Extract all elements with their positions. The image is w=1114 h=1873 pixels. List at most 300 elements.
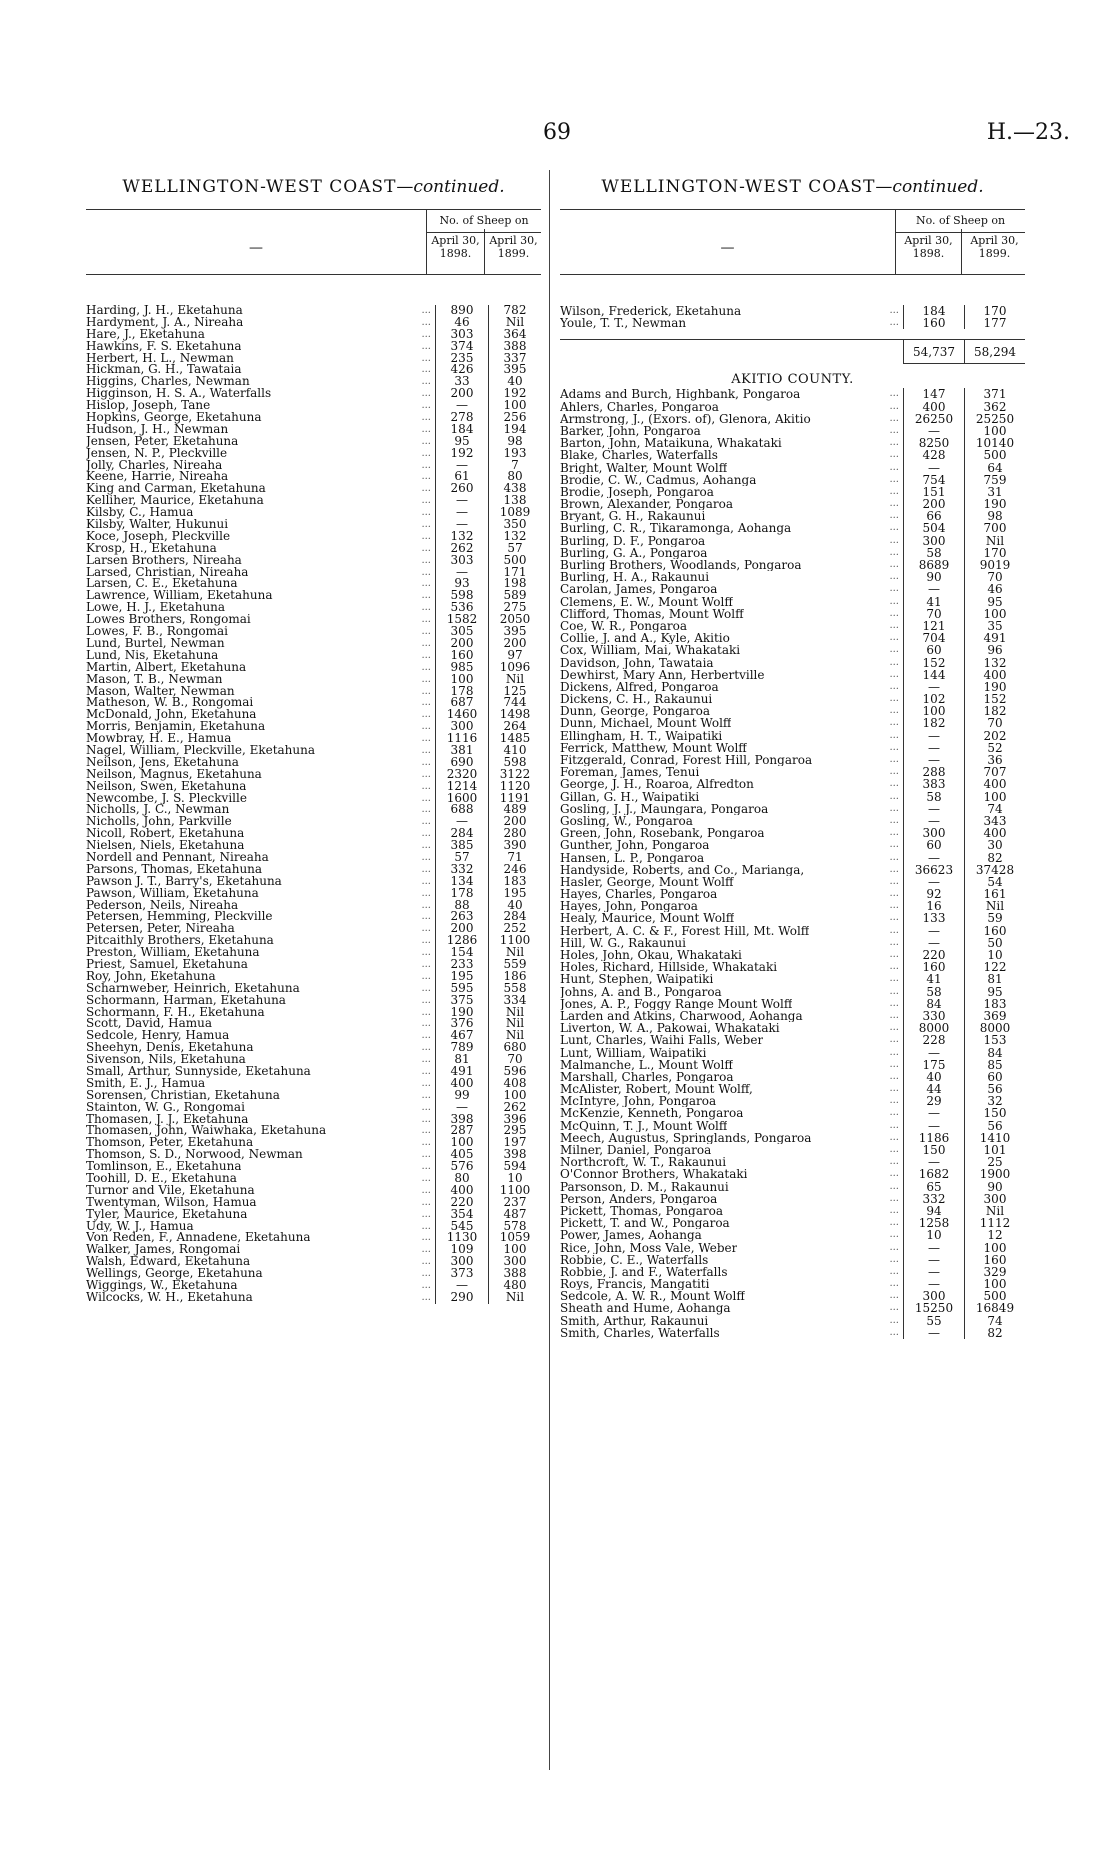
sheep-1898: 41 <box>903 973 964 985</box>
sheep-1899: 190 <box>964 498 1025 510</box>
owner-name: Jensen, Peter, Eketahuna <box>86 435 239 448</box>
owner-name: Thomson, Peter, Eketahuna <box>86 1137 254 1150</box>
sheep-1899: 300 <box>964 1193 1025 1205</box>
sheep-1899: 70 <box>964 571 1025 583</box>
sheep-1898: 1460 <box>435 709 488 721</box>
leader-dots: ... <box>421 994 431 1006</box>
page-number: 69 <box>543 120 571 145</box>
owner-name: Rice, John, Moss Vale, Weber <box>560 1241 738 1254</box>
sheep-1899: 150 <box>964 1107 1025 1119</box>
sheep-1898: 595 <box>435 983 488 995</box>
sheep-1899: 161 <box>964 888 1025 900</box>
sheep-1898: — <box>903 815 964 827</box>
table-row <box>560 632 1025 644</box>
sheep-1899: 578 <box>488 1221 541 1233</box>
sheep-1899: 343 <box>964 815 1025 827</box>
sheep-1898: 134 <box>435 876 488 888</box>
sheep-1898: 428 <box>903 449 964 461</box>
owner-name: Hislop, Joseph, Tane <box>86 400 211 413</box>
sheep-1898: 545 <box>435 1221 488 1233</box>
owner-name: Northcroft, W. T., Rakaunui <box>560 1156 727 1169</box>
sheep-1898: 278 <box>435 412 488 424</box>
sheep-1899: 489 <box>488 804 541 816</box>
sheep-1898: 598 <box>435 590 488 602</box>
leader-dots: ... <box>889 424 899 436</box>
table-row <box>560 852 1025 864</box>
leader-dots: ... <box>421 733 431 745</box>
leader-dots: ... <box>421 1066 431 1077</box>
owner-name: Hudson, J. H., Newman <box>86 423 229 436</box>
leader-dots: ... <box>421 328 431 340</box>
table-row <box>560 522 1025 534</box>
owner-name: Martin, Albert, Eketahuna <box>86 661 247 674</box>
left-rows <box>86 305 541 1304</box>
owner-name: Lund, Nis, Eketahuna <box>86 649 219 662</box>
sheep-1899: 171 <box>488 567 541 579</box>
sheep-1899: 438 <box>488 483 541 495</box>
owner-name: Hayes, Charles, Pongaroa <box>560 888 718 901</box>
sheep-1899: 398 <box>488 1149 541 1161</box>
table-row <box>560 425 1025 437</box>
table-row <box>560 535 1025 547</box>
sheep-1899: 60 <box>964 1071 1025 1083</box>
sheep-1898: 109 <box>435 1244 488 1256</box>
sheep-1898: 8689 <box>903 559 964 571</box>
right-header-group <box>895 210 1025 274</box>
sheep-1899: 74 <box>964 1315 1025 1327</box>
owner-name: Priest, Samuel, Eketahuna <box>86 958 248 971</box>
owner-name: Person, Anders, Pongaroa <box>560 1192 718 1205</box>
owner-name: Brodie, Joseph, Pongaroa <box>560 485 714 499</box>
sheep-1898: 985 <box>435 662 488 674</box>
leader-dots: ... <box>889 388 899 400</box>
sheep-1898: 100 <box>435 674 488 686</box>
owner-name: Scharnweber, Heinrich, Eketahuna <box>86 982 300 995</box>
right-header-dash: — <box>720 240 735 256</box>
table-row <box>560 559 1025 571</box>
table-row <box>560 1229 1025 1241</box>
table-row <box>560 644 1025 656</box>
sheep-1898: 200 <box>435 388 488 400</box>
leader-dots: ... <box>889 1314 899 1326</box>
sheep-1899: 100 <box>964 425 1025 437</box>
sheep-1899: 101 <box>964 1144 1025 1156</box>
owner-name: Dunn, George, Pongaroa <box>560 705 710 718</box>
owner-name: Gosling, J. J., Maungara, Pongaroa <box>560 802 769 815</box>
sheep-1899: 280 <box>488 828 541 840</box>
leader-dots: ... <box>889 949 899 960</box>
sheep-1898: 144 <box>903 669 964 681</box>
sheep-1899: 125 <box>488 686 541 698</box>
sheep-1898: 374 <box>435 341 488 353</box>
table-row <box>560 608 1025 620</box>
leader-dots: ... <box>889 1107 899 1119</box>
owner-name: Larsen, C. E., Eketahuna <box>86 578 238 591</box>
table-row <box>560 620 1025 632</box>
sheep-1898: 287 <box>435 1125 488 1137</box>
leader-dots: ... <box>889 522 899 534</box>
owner-name: Lowes, F. B., Rongomai <box>86 626 228 638</box>
sheep-1898: 400 <box>435 1185 488 1197</box>
sheep-1899: Nil <box>964 1205 1025 1217</box>
sheep-1899: 195 <box>488 888 541 900</box>
sheep-1899: 1112 <box>964 1217 1025 1229</box>
owner-name: Dunn, Michael, Mount Wolff <box>560 717 732 730</box>
table-row <box>560 1205 1025 1217</box>
sheep-1899: 25 <box>964 1156 1025 1168</box>
owner-name: Marshall, Charles, Pongaroa <box>560 1070 734 1084</box>
right-column <box>560 177 1025 1339</box>
owner-name: Adams and Burch, Highbank, Pongaroa <box>560 388 801 401</box>
sheep-1898: 381 <box>435 745 488 757</box>
sheep-1898: 263 <box>435 911 488 923</box>
sheep-1899: 100 <box>964 791 1025 803</box>
sheep-1899: 170 <box>964 547 1025 559</box>
right-column-header <box>560 209 1025 275</box>
sheep-1899: 138 <box>488 495 541 507</box>
sheep-1898: — <box>903 925 964 937</box>
table-row <box>560 401 1025 413</box>
leader-dots: ... <box>421 1232 431 1244</box>
owner-name: Schormann, Harman, Eketahuna <box>86 994 286 1007</box>
sheep-1899: 334 <box>488 995 541 1007</box>
table-row <box>560 986 1025 998</box>
owner-name: Collie, J. and A., Kyle, Akitio <box>560 632 730 645</box>
leader-dots: ... <box>421 412 431 424</box>
sheep-1899: 3122 <box>488 769 541 781</box>
sheep-1899: 100 <box>488 400 541 412</box>
table-row <box>560 705 1025 717</box>
table-row <box>560 900 1025 912</box>
owner-name: Neilson, Swen, Eketahuna <box>86 780 247 793</box>
table-row <box>560 742 1025 754</box>
sheep-1898: 190 <box>435 1007 488 1019</box>
table-row <box>560 754 1025 766</box>
sheep-1899: 202 <box>964 730 1025 742</box>
owner-name: Stainton, W. G., Rongomai <box>86 1101 245 1114</box>
sheep-1898: — <box>435 495 488 507</box>
table-row <box>560 1315 1025 1327</box>
sheep-1898: 303 <box>435 555 488 567</box>
sheep-1899: 1059 <box>488 1232 541 1244</box>
table-row <box>560 1071 1025 1083</box>
table-row <box>86 457 541 472</box>
leader-dots: ... <box>889 1180 899 1192</box>
owner-name: Hasler, George, Mount Wolff <box>560 875 734 889</box>
sheep-1898: 184 <box>435 424 488 436</box>
owner-name: O'Connor Brothers, Whakataki <box>560 1168 748 1181</box>
sheep-1898: 88 <box>435 900 488 912</box>
sheep-1898: 383 <box>903 778 964 790</box>
leader-dots: ... <box>421 1220 431 1232</box>
leader-dots: ... <box>889 863 899 875</box>
sheep-1898: — <box>435 460 488 472</box>
leader-dots: ... <box>889 729 899 741</box>
sheep-1899: 186 <box>488 971 541 983</box>
sheep-1898: 576 <box>435 1161 488 1173</box>
owner-name: Lowes Brothers, Rongomai <box>86 614 251 627</box>
owner-name: Larsen Brothers, Nireaha <box>86 554 242 567</box>
sheep-1899: 98 <box>964 510 1025 522</box>
sheep-1899: 100 <box>964 608 1025 620</box>
right-rows <box>560 388 1025 1339</box>
leader-dots: ... <box>421 792 431 804</box>
leader-dots: ... <box>889 717 899 729</box>
leader-dots: ... <box>421 602 431 614</box>
owner-name: Kelliher, Maurice, Eketahuna <box>86 495 264 508</box>
sheep-1898: 1682 <box>903 1168 964 1180</box>
leader-dots: ... <box>889 973 899 985</box>
owner-name: Mason, T. B., Newman <box>86 673 223 686</box>
sheep-1899: 25250 <box>964 413 1025 425</box>
sheep-1899: 80 <box>488 471 541 483</box>
owner-name: Keene, Harrie, Nireaha <box>86 471 229 484</box>
sheep-1899: 246 <box>488 864 541 876</box>
sheep-1899: 237 <box>488 1197 541 1209</box>
sheep-1898: — <box>903 1120 964 1132</box>
owner-name: Coe, W. R., Pongaroa <box>560 619 687 633</box>
left-header-dash: — <box>249 240 263 256</box>
owner-name: Robbie, C. E., Waterfalls <box>560 1253 709 1266</box>
sheep-1898: 300 <box>903 1290 964 1302</box>
owner-name: Clifford, Thomas, Mount Wolff <box>560 607 744 620</box>
owner-name: Youle, T. T., Newman <box>560 317 687 330</box>
sheep-1898: 10 <box>903 1229 964 1241</box>
document-code: H.—23. <box>986 120 1070 145</box>
table-row <box>86 804 541 816</box>
table-row <box>560 888 1025 900</box>
owner-name: Morris, Benjamin, Eketahuna <box>86 721 266 734</box>
sheep-1899: 264 <box>488 721 541 733</box>
leader-dots: ... <box>421 911 431 923</box>
sheep-1899: Nil <box>488 674 541 686</box>
sheep-1898: 102 <box>903 693 964 705</box>
sheep-1898: — <box>903 742 964 754</box>
owner-name: Krosp, H., Eketahuna <box>86 542 217 555</box>
column-divider <box>549 170 550 1770</box>
owner-name: Wilson, Frederick, Eketahuna <box>560 305 742 318</box>
owner-name: Lowe, H. J., Eketahuna <box>86 602 226 615</box>
sheep-1899: 71 <box>488 852 541 864</box>
owner-name: Nicholls, John, Parkville <box>86 816 232 829</box>
leader-dots: ... <box>421 1113 431 1125</box>
owner-name: Pawson J. T., Barry's, Eketahuna <box>86 875 282 888</box>
owner-name: Nagel, William, Pleckville, Eketahuna <box>86 744 316 757</box>
leader-dots: ... <box>889 619 899 631</box>
leader-dots: ... <box>889 1217 899 1229</box>
total-1898: 54,737 <box>903 340 964 364</box>
table-row <box>560 1266 1025 1278</box>
sheep-1898: 195 <box>435 971 488 983</box>
leader-dots: ... <box>421 530 431 542</box>
owner-name: Wiggings, W., Eketahuna <box>86 1280 238 1292</box>
sheep-1898: 60 <box>903 839 964 851</box>
leader-dots: ... <box>421 935 431 947</box>
sheep-1899: 388 <box>488 1268 541 1280</box>
leader-dots: ... <box>889 644 899 656</box>
left-heading-text: WELLINGTON-WEST COAST <box>122 177 397 197</box>
sheep-1899: 2050 <box>488 614 541 626</box>
sheep-1898: 44 <box>903 1083 964 1095</box>
owner-name: Jones, A. P., Foggy Range Mount Wolff <box>560 997 793 1010</box>
owner-name: Von Reden, F., Annadene, Eketahuna <box>86 1232 311 1245</box>
leader-dots: ... <box>889 851 899 863</box>
owner-name: Ferrick, Matthew, Mount Wolff <box>560 741 747 754</box>
sheep-1898: — <box>903 730 964 742</box>
county-heading: AKITIO COUNTY. <box>731 372 854 388</box>
sheep-1898: — <box>435 1280 488 1292</box>
sheep-1899: 558 <box>488 983 541 995</box>
leader-dots: ... <box>889 839 899 851</box>
table-row <box>86 305 541 317</box>
right-header-group-title: No. of Sheep on <box>896 210 1025 233</box>
sheep-1899: 395 <box>488 364 541 376</box>
table-row <box>560 998 1025 1010</box>
leader-dots: ... <box>889 473 899 485</box>
sheep-1898: 57 <box>435 852 488 864</box>
leader-dots: ... <box>421 697 431 709</box>
total-row <box>560 339 1025 364</box>
table-row <box>86 364 541 376</box>
table-row <box>560 730 1025 742</box>
owner-name: Pitcaithly Brothers, Eketahuna <box>86 935 274 948</box>
table-row <box>560 1132 1025 1144</box>
sheep-1898: 754 <box>903 474 964 486</box>
sheep-1899: 36 <box>964 754 1025 766</box>
left-column-header <box>86 209 541 275</box>
leader-dots: ... <box>421 1089 431 1101</box>
owner-name: Scott, David, Hamua <box>86 1018 213 1031</box>
sheep-1898: 152 <box>903 657 964 669</box>
owner-name: Johns, A. and B., Pongaroa <box>560 985 722 998</box>
sheep-1899: 197 <box>488 1137 541 1149</box>
table-row <box>560 1047 1025 1059</box>
owner-name: Herbert, H. L., Newman <box>86 352 234 365</box>
sheep-1899: 1485 <box>488 733 541 745</box>
sheep-1898: 220 <box>903 949 964 961</box>
sheep-1899: 200 <box>488 816 541 828</box>
leader-dots: ... <box>889 1058 899 1070</box>
sheep-1898: 373 <box>435 1268 488 1280</box>
sheep-1898: 1600 <box>435 793 488 805</box>
leader-dots: ... <box>421 483 431 495</box>
owner-name: McIntyre, John, Pongaroa <box>560 1095 717 1108</box>
sheep-1898: 182 <box>903 717 964 729</box>
table-row <box>560 839 1025 851</box>
sheep-1899: 782 <box>488 305 541 317</box>
table-row <box>560 1302 1025 1314</box>
left-heading <box>86 177 541 197</box>
leader-dots: ... <box>889 1156 899 1168</box>
leader-dots: ... <box>421 471 431 483</box>
leader-dots: ... <box>889 1046 899 1058</box>
sheep-1899: 152 <box>964 693 1025 705</box>
table-row <box>86 885 541 900</box>
sheep-1899: 256 <box>488 412 541 424</box>
leader-dots: ... <box>889 1204 899 1216</box>
leader-dots: ... <box>421 887 431 899</box>
sheep-1898: — <box>903 803 964 815</box>
owner-name: Mason, Walter, Newman <box>86 685 235 698</box>
sheep-1899: 132 <box>964 657 1025 669</box>
leader-dots: ... <box>889 997 899 1009</box>
sheep-1899: 500 <box>964 1290 1025 1302</box>
table-row <box>86 388 541 400</box>
sheep-1898: 290 <box>435 1292 488 1304</box>
leader-dots: ... <box>421 649 431 661</box>
leader-dots: ... <box>889 814 899 826</box>
sheep-1899: 85 <box>964 1059 1025 1071</box>
sheep-1899: 400 <box>964 778 1025 790</box>
owner-name: Neilson, Magnus, Eketahuna <box>86 768 262 781</box>
leader-dots: ... <box>889 632 899 644</box>
sheep-1898: 58 <box>903 547 964 559</box>
table-row <box>560 1120 1025 1132</box>
table-row <box>560 864 1025 876</box>
sheep-1898: 8250 <box>903 437 964 449</box>
sheep-1898: 154 <box>435 947 488 959</box>
sheep-1898: — <box>435 816 488 828</box>
owner-name: Sedcole, Henry, Hamua <box>86 1030 230 1043</box>
sheep-1898: 300 <box>903 535 964 547</box>
sheep-1898: 789 <box>435 1042 488 1054</box>
table-row <box>560 1059 1025 1071</box>
leader-dots: ... <box>889 607 899 619</box>
sheep-1899: 82 <box>964 852 1025 864</box>
sheep-1898: 65 <box>903 1181 964 1193</box>
table-row <box>560 1242 1025 1254</box>
table-row <box>560 1034 1025 1046</box>
owner-name: Lunt, William, Waipatiki <box>560 1046 707 1059</box>
leader-dots: ... <box>889 754 899 765</box>
owner-name: Tyler, Maurice, Eketahuna <box>86 1208 248 1221</box>
leader-dots: ... <box>889 656 899 668</box>
leader-dots: ... <box>421 566 431 578</box>
sheep-1899: 40 <box>488 376 541 388</box>
leader-dots: ... <box>889 827 899 839</box>
leader-dots: ... <box>889 305 899 316</box>
owner-name: Pawson, William, Eketahuna <box>86 887 259 900</box>
table-row <box>86 1289 541 1304</box>
sheep-1898: 200 <box>435 923 488 935</box>
table-row <box>560 1193 1025 1205</box>
owner-name: Schormann, F. H., Eketahuna <box>86 1006 265 1019</box>
sheep-1899: 594 <box>488 1161 541 1173</box>
sheep-1899: 59 <box>964 912 1025 924</box>
sheep-1899: 200 <box>488 638 541 650</box>
sheep-1898: 93 <box>435 578 488 590</box>
sheep-1899: 183 <box>488 876 541 888</box>
sheep-1898: — <box>903 1047 964 1059</box>
sheep-1899: 598 <box>488 757 541 769</box>
leader-dots: ... <box>421 435 431 447</box>
owner-name: Tomlinson, E., Eketahuna <box>86 1161 242 1174</box>
sheep-1899: Nil <box>488 1292 541 1304</box>
sheep-1898: 284 <box>435 828 488 840</box>
leader-dots: ... <box>421 756 431 768</box>
owner-name: Cox, William, Mai, Whakataki <box>560 644 741 657</box>
sheep-1899: 300 <box>488 1256 541 1268</box>
owner-name: Ellingham, H. T., Waipatiki <box>560 729 723 742</box>
leader-dots: ... <box>421 352 431 364</box>
sheep-1898: 60 <box>903 644 964 656</box>
sheep-1899: 350 <box>488 519 541 531</box>
owner-name: McQuinn, T. J., Mount Wolff <box>560 1119 728 1132</box>
sheep-1899: 182 <box>964 705 1025 717</box>
sheep-1898: 1130 <box>435 1232 488 1244</box>
leader-dots: ... <box>421 400 431 412</box>
table-row <box>560 717 1025 729</box>
